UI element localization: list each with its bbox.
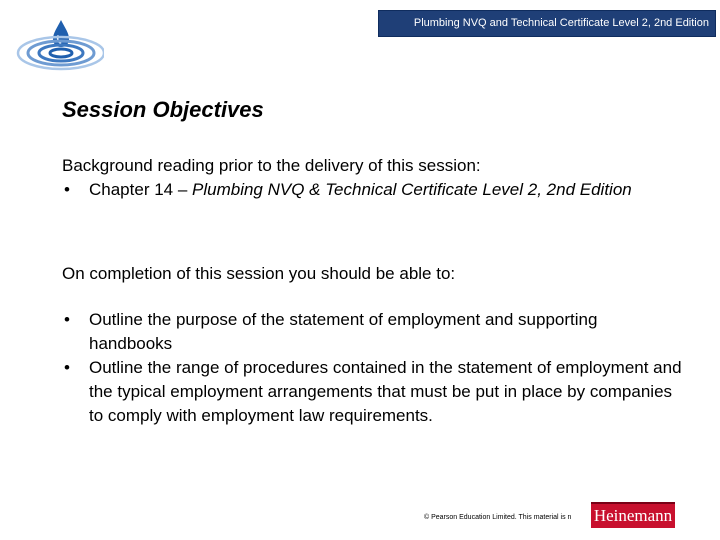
water-drop-ripple-icon — [14, 14, 104, 74]
objectives-section — [62, 308, 682, 428]
page-title: Session Objectives — [62, 97, 264, 122]
background-reading-section — [62, 154, 682, 202]
reading-book-title: Plumbing NVQ & Technical Certificate Level 2, 2nd Edition — [192, 180, 632, 199]
list-item: • Outline the purpose of the statement of employment and supporting handbooks — [62, 308, 682, 356]
publisher-logo: Heinemann — [591, 502, 675, 528]
completion-intro: On completion of this session you should be able to: — [62, 264, 456, 283]
list-item: • Outline the range of procedures contained in the statement of employment and the typical employment arrangements that must be put in place by companies to comply with employment law requirements. — [62, 356, 682, 428]
header-title-bar: Plumbing NVQ and Technical Certificate Level 2, 2nd Edition — [378, 10, 716, 37]
reading-list — [62, 178, 682, 202]
objectives-list — [62, 308, 682, 428]
background-reading-intro: Background reading prior to the delivery of this session: — [62, 156, 481, 175]
list-item — [62, 178, 682, 202]
reading-chapter: Chapter 14 – — [89, 180, 193, 199]
copyright-notice: © Pearson Education Limited. This material is n — [424, 514, 572, 521]
